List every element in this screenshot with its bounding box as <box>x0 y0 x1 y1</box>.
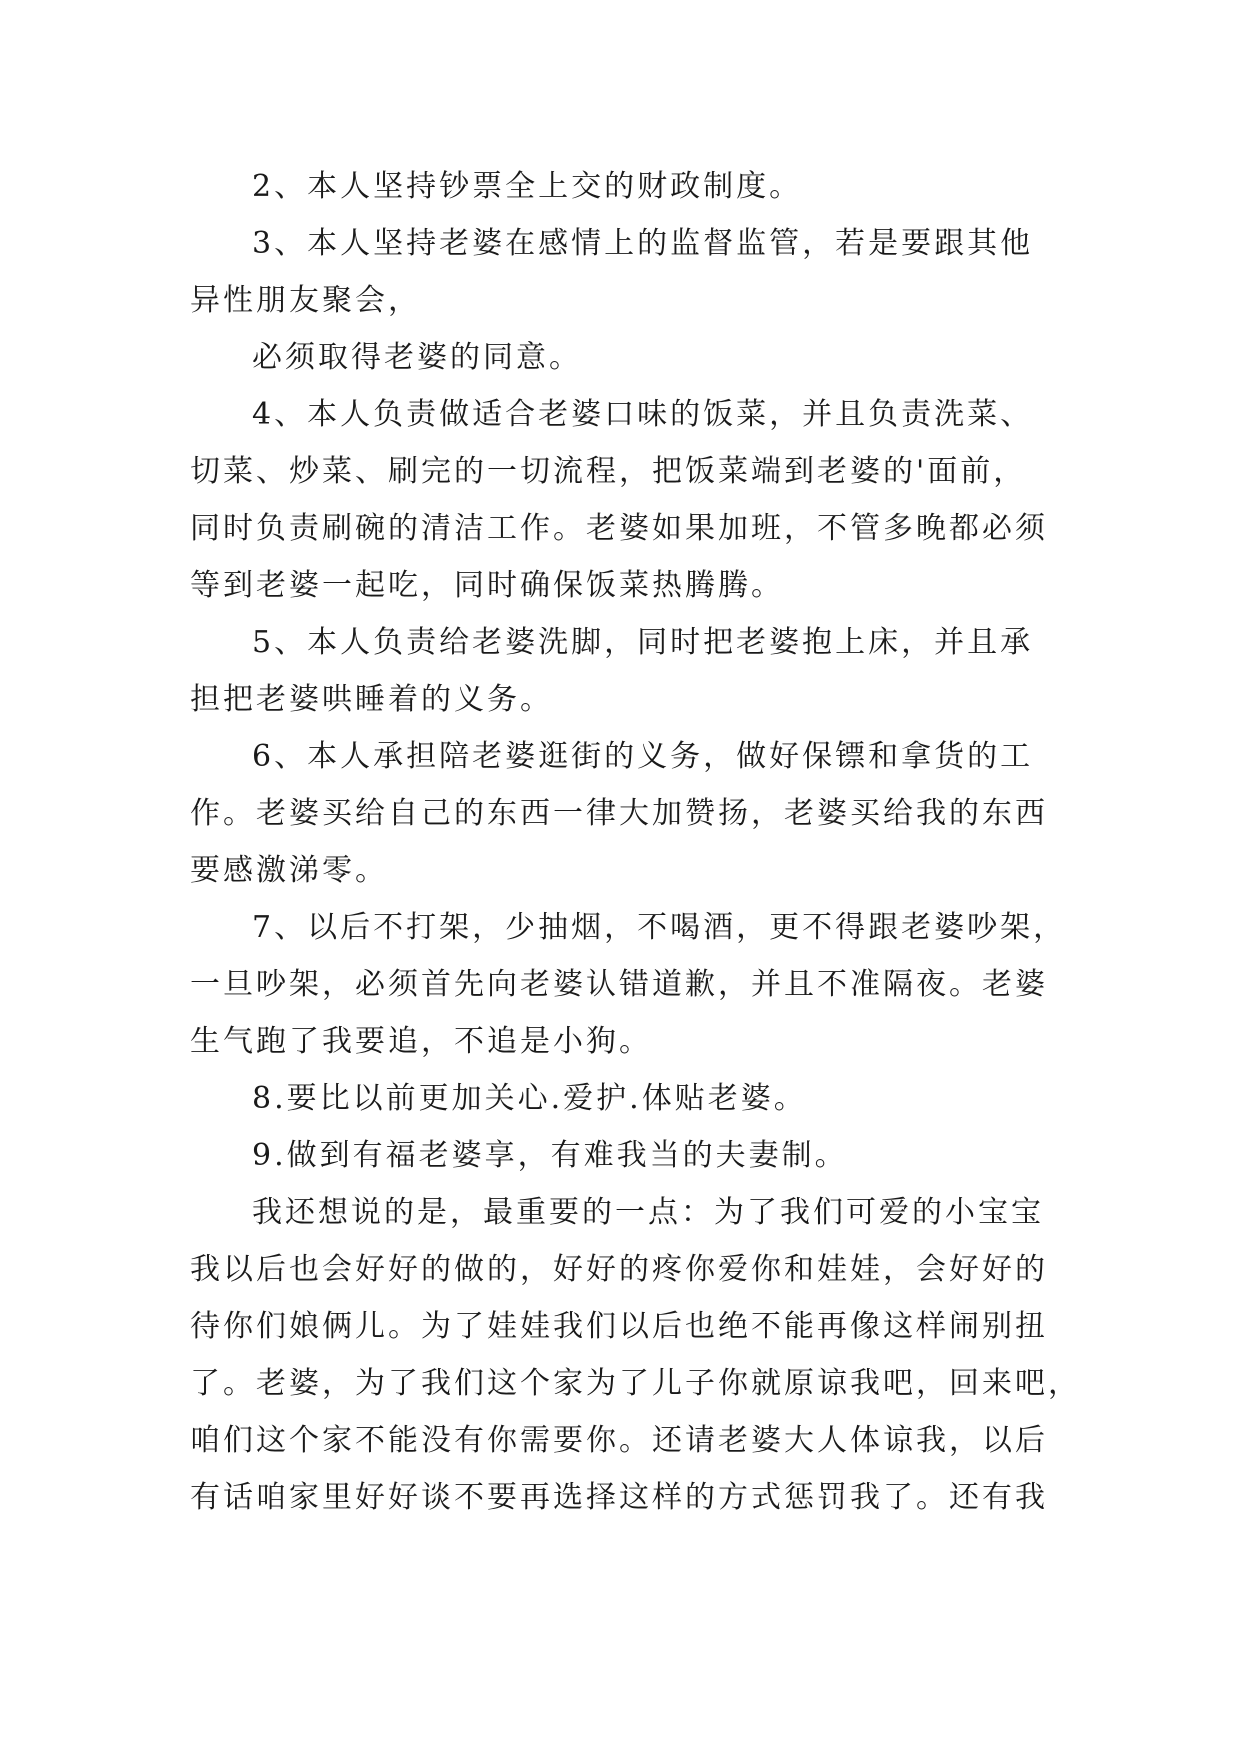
text-line: 我还想说的是，最重要的一点：为了我们可爱的小宝宝 <box>252 1195 1044 1230</box>
text-line: 7、以后不打架，少抽烟，不喝酒，更不得跟老婆吵架， <box>252 910 1067 945</box>
text-line: 我以后也会好好的做的，好好的疼你爱你和娃娃，会好好的 <box>190 1252 1048 1287</box>
text-line: 切菜、炒菜、刷完的一切流程，把饭菜端到老婆的'面前， <box>190 454 1027 489</box>
text-line: 4、本人负责做适合老婆口味的饭菜，并且负责洗菜、 <box>252 397 1034 432</box>
text-line: 担把老婆哄睡着的义务。 <box>190 682 553 717</box>
text-line: 了。老婆，为了我们这个家为了儿子你就原谅我吧，回来吧， <box>190 1366 1081 1401</box>
text-line: 有话咱家里好好谈不要再选择这样的方式惩罚我了。还有我 <box>190 1480 1048 1515</box>
text-line: 待你们娘俩儿。为了娃娃我们以后也绝不能再像这样闹别扭 <box>190 1309 1048 1344</box>
text-line: 3、本人坚持老婆在感情上的监督监管，若是要跟其他 <box>252 226 1034 261</box>
text-line: 2、本人坚持钞票全上交的财政制度。 <box>252 169 803 204</box>
text-line: 要感激涕零。 <box>190 853 388 888</box>
text-line: 6、本人承担陪老婆逛街的义务，做好保镖和拿货的工 <box>252 739 1034 774</box>
text-line: 一旦吵架，必须首先向老婆认错道歉，并且不准隔夜。老婆 <box>190 967 1048 1002</box>
text-line: 必须取得老婆的同意。 <box>252 340 582 375</box>
text-line: 同时负责刷碗的清洁工作。老婆如果加班，不管多晚都必须 <box>190 511 1048 546</box>
text-line: 5、本人负责给老婆洗脚，同时把老婆抱上床，并且承 <box>252 625 1034 660</box>
text-line: 作。老婆买给自己的东西一律大加赞扬，老婆买给我的东西 <box>190 796 1048 831</box>
text-line: 9.做到有福老婆享，有难我当的夫妻制。 <box>252 1138 848 1173</box>
text-line: 等到老婆一起吃，同时确保饭菜热腾腾。 <box>190 568 784 603</box>
text-line: 咱们这个家不能没有你需要你。还请老婆大人体谅我，以后 <box>190 1423 1048 1458</box>
text-line: 异性朋友聚会， <box>190 283 421 318</box>
document-body <box>190 158 1081 1526</box>
text-line: 8.要比以前更加关心.爱护.体贴老婆。 <box>252 1081 807 1116</box>
text-line: 生气跑了我要追，不追是小狗。 <box>190 1024 652 1059</box>
